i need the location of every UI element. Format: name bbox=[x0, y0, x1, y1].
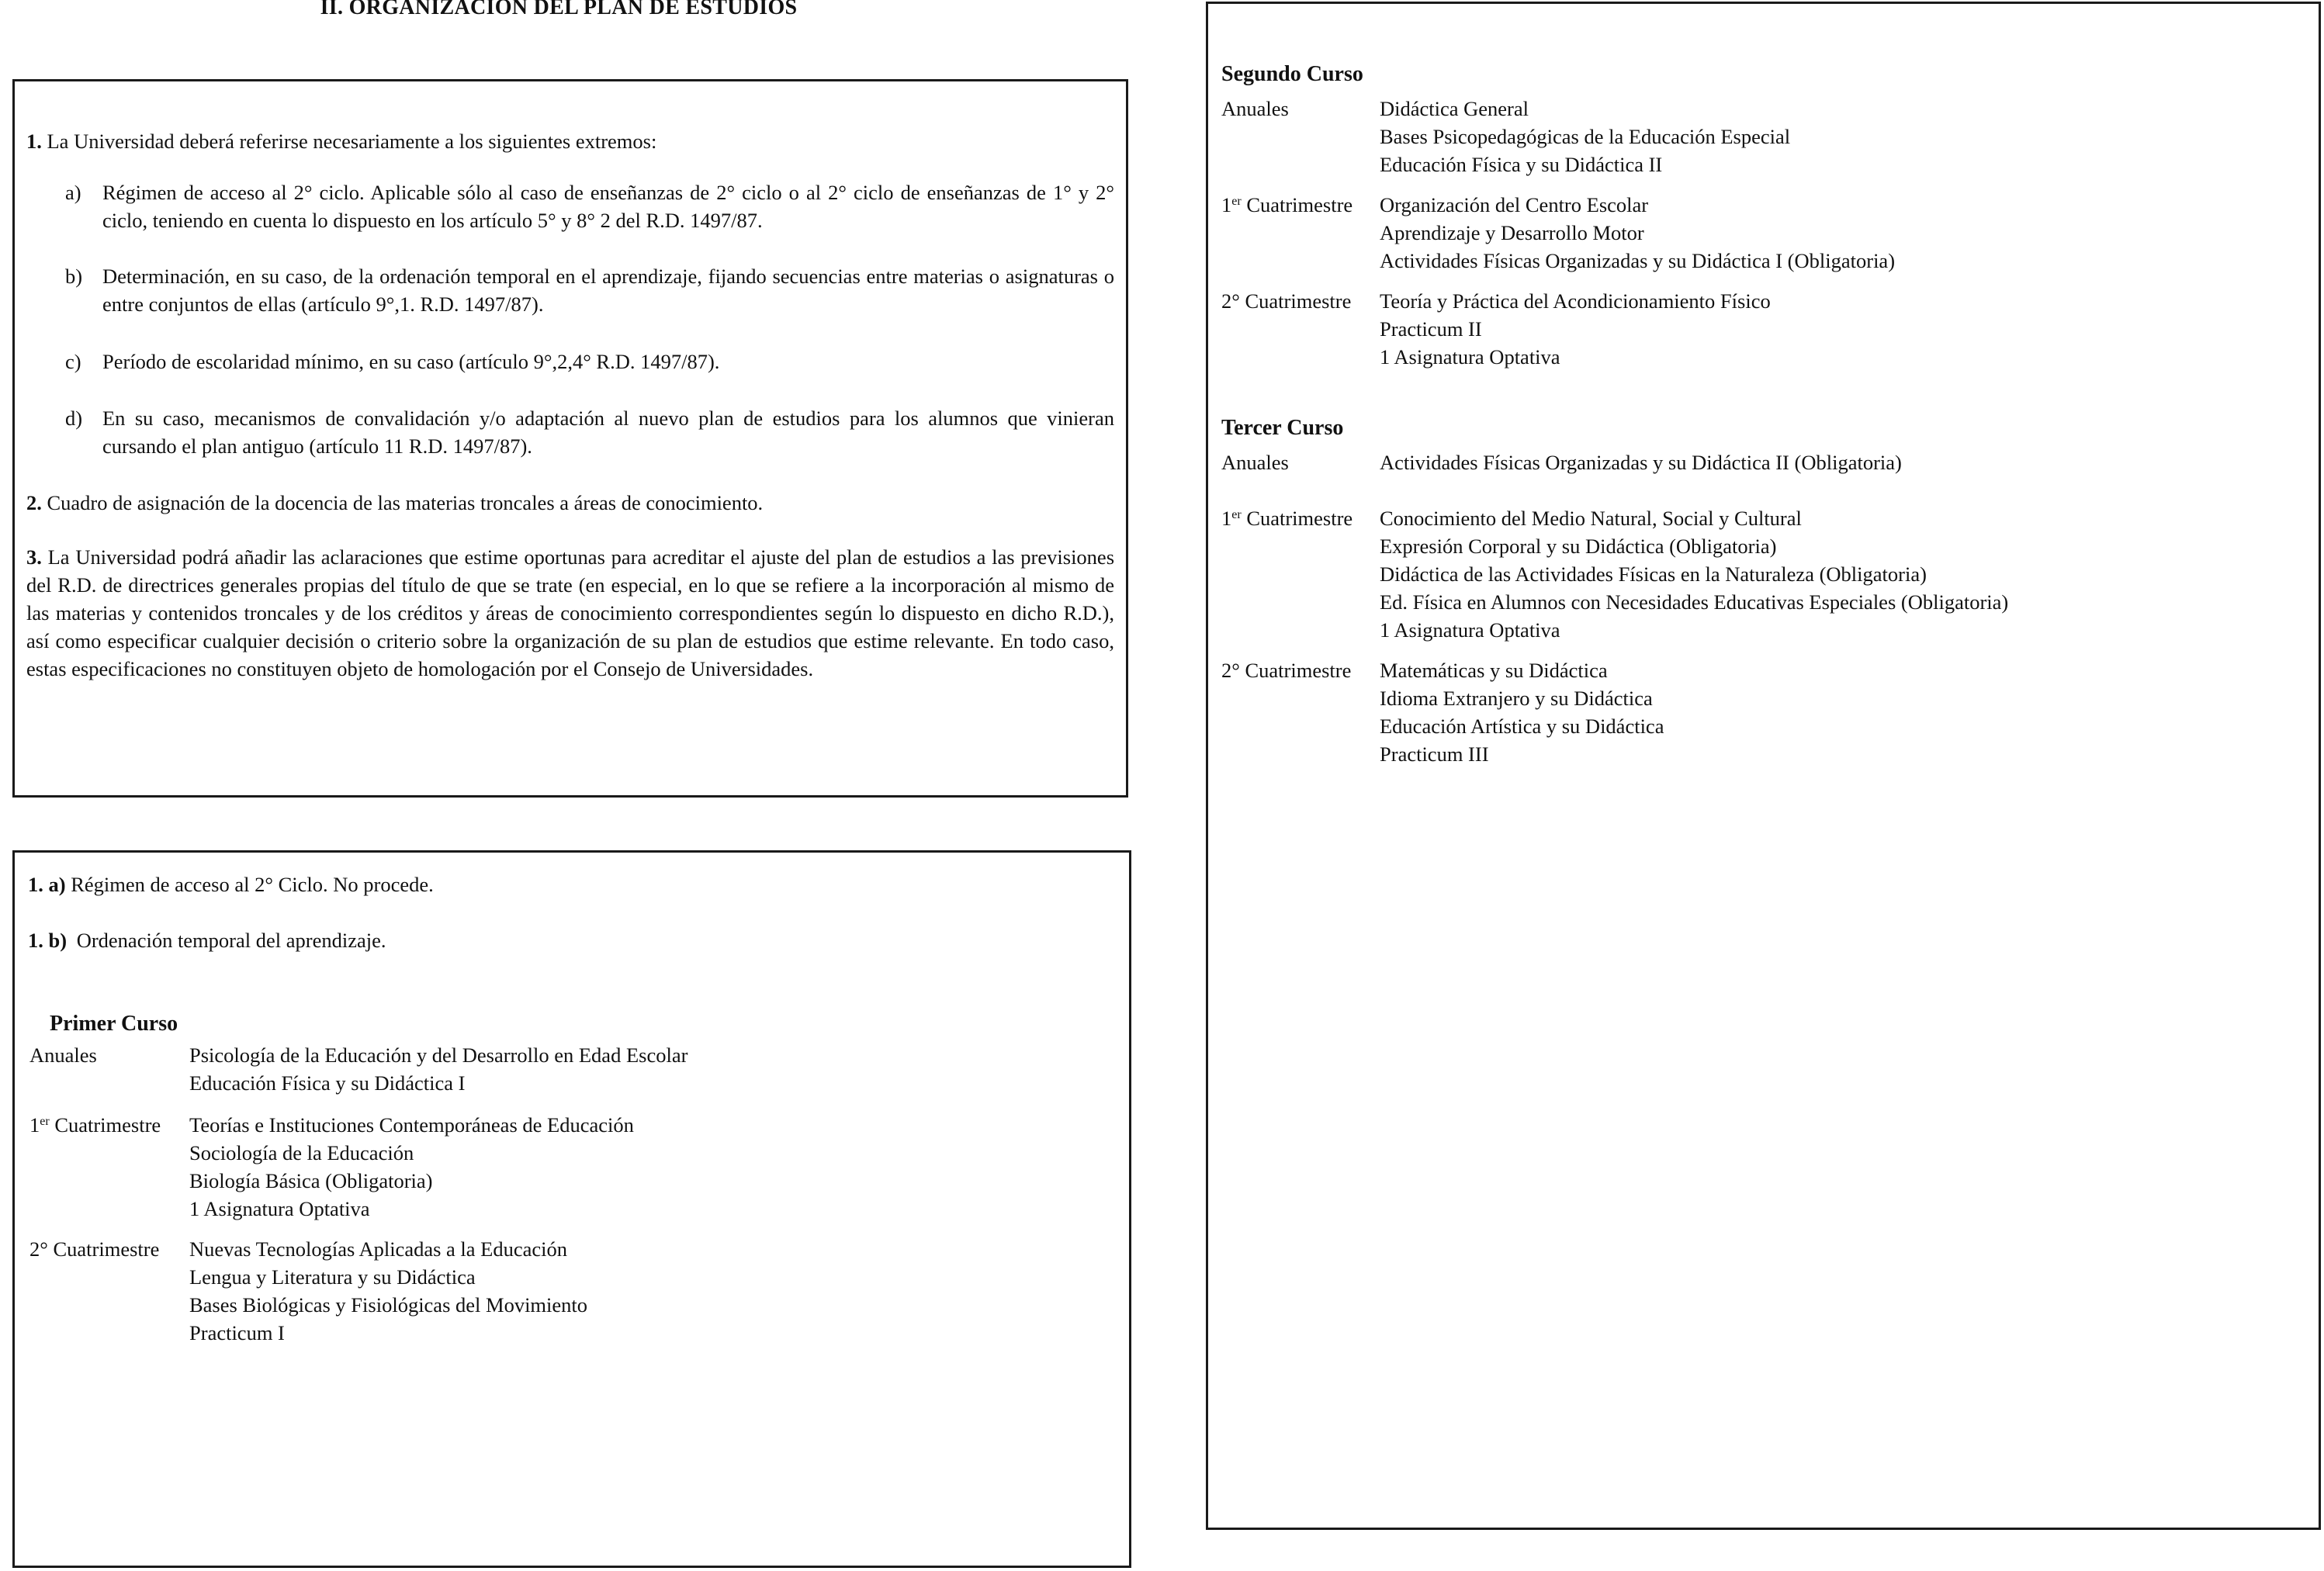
semester-label-text: 2° Cuatrimestre bbox=[1221, 659, 1352, 682]
subject-list bbox=[1380, 448, 1902, 476]
semester-label-text: 1 bbox=[29, 1113, 40, 1137]
subject-item: Practicum I bbox=[189, 1321, 285, 1344]
subitem-letter: d) bbox=[65, 407, 83, 430]
instruction-subitem-b bbox=[65, 262, 1114, 318]
subject-item: Actividades Físicas Organizadas y su Didáctica I (Obligatoria) bbox=[1380, 249, 1896, 272]
semester-label bbox=[29, 1111, 161, 1139]
instruction-subitem-a bbox=[65, 178, 1114, 234]
semester-label-text: 1 bbox=[1221, 193, 1232, 216]
subject-list bbox=[189, 1041, 688, 1097]
semester-label bbox=[29, 1235, 159, 1263]
course-title-primer: Primer Curso bbox=[50, 1012, 178, 1036]
subject-item: Didáctica de las Actividades Físicas en la Naturaleza (Obligatoria) bbox=[1380, 562, 1927, 586]
subject-item: Bases Psicopedagógicas de la Educación Especial bbox=[1380, 125, 1791, 148]
instruction-3 bbox=[26, 543, 1114, 683]
semester-label-superscript: er bbox=[1231, 195, 1242, 208]
subitem-text: En su caso, mecanismos de convalidación y/o adaptación al nuevo plan de estudios para los alumnos que vinieran cursando el plan antiguo (artículo 11 R.D. 1497/87). bbox=[102, 407, 1114, 458]
subject-item: Teoría y Práctica del Acondicionamiento Físico bbox=[1380, 289, 1771, 313]
semester-label-suffix: Cuatrimestre bbox=[1241, 193, 1353, 216]
answer-1a-label: 1. a) bbox=[28, 873, 66, 896]
subject-item: Lengua y Literatura y su Didáctica bbox=[189, 1265, 476, 1289]
answer-1a-text: Régimen de acceso al 2° Ciclo. No procede. bbox=[71, 873, 434, 896]
subject-item: Idioma Extranjero y su Didáctica bbox=[1380, 687, 1653, 710]
instruction-2-text: Cuadro de asignación de la docencia de las materias troncales a áreas de conocimiento. bbox=[47, 491, 764, 514]
subject-item: Aprendizaje y Desarrollo Motor bbox=[1380, 221, 1644, 244]
subject-item: Bases Biológicas y Fisiológicas del Movimiento bbox=[189, 1293, 588, 1317]
instruction-3-number: 3. bbox=[26, 545, 42, 569]
subject-list bbox=[189, 1111, 634, 1223]
subject-item: Psicología de la Educación y del Desarrollo en Edad Escolar bbox=[189, 1043, 688, 1067]
semester-label-text: 2° Cuatrimestre bbox=[1221, 289, 1352, 313]
subject-list bbox=[1380, 191, 1895, 275]
instruction-subitem-d bbox=[65, 404, 1114, 460]
subitem-text: Régimen de acceso al 2° ciclo. Aplicable sólo al caso de enseñanzas de 2° ciclo o al 2° ciclo de enseñanzas de 1° y 2° ciclo, teniendo en cuenta lo dispuesto en los artículo 5° y 8° 2 del R.D. 1497/87. bbox=[102, 181, 1114, 232]
semester-label bbox=[1221, 448, 1289, 476]
semester-label bbox=[1221, 95, 1289, 123]
subject-list bbox=[1380, 95, 1790, 178]
subitem-letter: b) bbox=[65, 265, 83, 288]
subitem-letter: a) bbox=[65, 181, 81, 204]
course-title-tercer: Tercer Curso bbox=[1221, 416, 1344, 440]
semester-label-suffix: Cuatrimestre bbox=[1241, 507, 1353, 530]
semester-label-text: 1 bbox=[1221, 507, 1232, 530]
subject-list bbox=[1380, 656, 1664, 768]
answer-1b-label: 1. b) bbox=[28, 929, 68, 952]
semester-label-superscript: er bbox=[1231, 508, 1242, 521]
semester-label-text: 2° Cuatrimestre bbox=[29, 1237, 160, 1261]
semester-label-superscript: er bbox=[40, 1115, 50, 1128]
semester-label-text: Anuales bbox=[1221, 451, 1289, 474]
answer-1b bbox=[28, 926, 386, 954]
subject-item: 1 Asignatura Optativa bbox=[189, 1197, 370, 1220]
semester-label bbox=[29, 1041, 97, 1069]
semester-label-text: Anuales bbox=[1221, 97, 1289, 120]
semester-label bbox=[1221, 191, 1352, 219]
semester-label-suffix: Cuatrimestre bbox=[49, 1113, 161, 1137]
subitem-text: Período de escolaridad mínimo, en su caso (artículo 9°,2,4° R.D. 1497/87). bbox=[102, 350, 720, 373]
subitem-text: Determinación, en su caso, de la ordenación temporal en el aprendizaje, fijando secuencias entre materias o asignaturas o entre conjuntos de ellas (artículo 9°,1. R.D. 1497/87). bbox=[102, 265, 1114, 316]
subject-item: Actividades Físicas Organizadas y su Didáctica II (Obligatoria) bbox=[1380, 451, 1902, 474]
instruction-3-text: La Universidad podrá añadir las aclaraciones que estime oportunas para acreditar el ajuste del plan de estudios a las previsiones del R.D. de directrices generales propias del título de que se trate (en especial, en lo que se refiere a la incorporación al mismo de las materias y contenidos troncales y de los créditos y áreas de conocimiento correspondientes según lo dispuesto en dicho R.D.), así como especificar cualquier decisión o criterio sobre la organización de su plan de estudios que estime relevante. En todo caso, estas especificaciones no constituyen objeto de homologación por el Consejo de Universidades. bbox=[26, 545, 1115, 680]
instruction-1-number: 1. bbox=[26, 130, 42, 153]
subject-item: 1 Asignatura Optativa bbox=[1380, 345, 1560, 369]
subject-item: Conocimiento del Medio Natural, Social y Cultural bbox=[1380, 507, 1802, 530]
subject-item: Ed. Física en Alumnos con Necesidades Educativas Especiales (Obligatoria) bbox=[1380, 590, 2009, 614]
subject-item: Practicum II bbox=[1380, 317, 1482, 341]
semester-label bbox=[1221, 287, 1351, 315]
subject-item: Matemáticas y su Didáctica bbox=[1380, 659, 1608, 682]
instruction-subitem-c bbox=[65, 348, 1114, 375]
subject-list bbox=[1380, 287, 1771, 371]
subject-item: Didáctica General bbox=[1380, 97, 1529, 120]
subject-item: Sociología de la Educación bbox=[189, 1141, 414, 1164]
semester-label bbox=[1221, 504, 1352, 532]
semester-label-text: Anuales bbox=[29, 1043, 97, 1067]
instruction-1 bbox=[26, 127, 656, 155]
subject-item: Practicum III bbox=[1380, 742, 1489, 766]
subject-list bbox=[1380, 504, 2008, 644]
instruction-1-text: La Universidad deberá referirse necesariamente a los siguientes extremos: bbox=[47, 130, 657, 153]
subject-item: Organización del Centro Escolar bbox=[1380, 193, 1649, 216]
subject-list bbox=[189, 1235, 587, 1347]
subitem-letter: c) bbox=[65, 350, 81, 373]
instruction-2-number: 2. bbox=[26, 491, 42, 514]
subject-item: Expresión Corporal y su Didáctica (Obligatoria) bbox=[1380, 535, 1777, 558]
answer-1b-text: Ordenación temporal del aprendizaje. bbox=[76, 929, 386, 952]
subject-item: Educación Artística y su Didáctica bbox=[1380, 715, 1664, 738]
subject-item: Nuevas Tecnologías Aplicadas a la Educación bbox=[189, 1237, 568, 1261]
subject-item: Educación Física y su Didáctica I bbox=[189, 1071, 466, 1095]
course-title-segundo: Segundo Curso bbox=[1221, 62, 1363, 86]
page-title: II. ORGANIZACION DEL PLAN DE ESTUDIOS bbox=[320, 0, 798, 19]
semester-label bbox=[1221, 656, 1351, 684]
answer-1a bbox=[28, 870, 434, 898]
subject-item: 1 Asignatura Optativa bbox=[1380, 618, 1560, 642]
subject-item: Biología Básica (Obligatoria) bbox=[189, 1169, 433, 1192]
instruction-2 bbox=[26, 489, 763, 517]
subject-item: Educación Física y su Didáctica II bbox=[1380, 153, 1663, 176]
subject-item: Teorías e Instituciones Contemporáneas de Educación bbox=[189, 1113, 634, 1137]
